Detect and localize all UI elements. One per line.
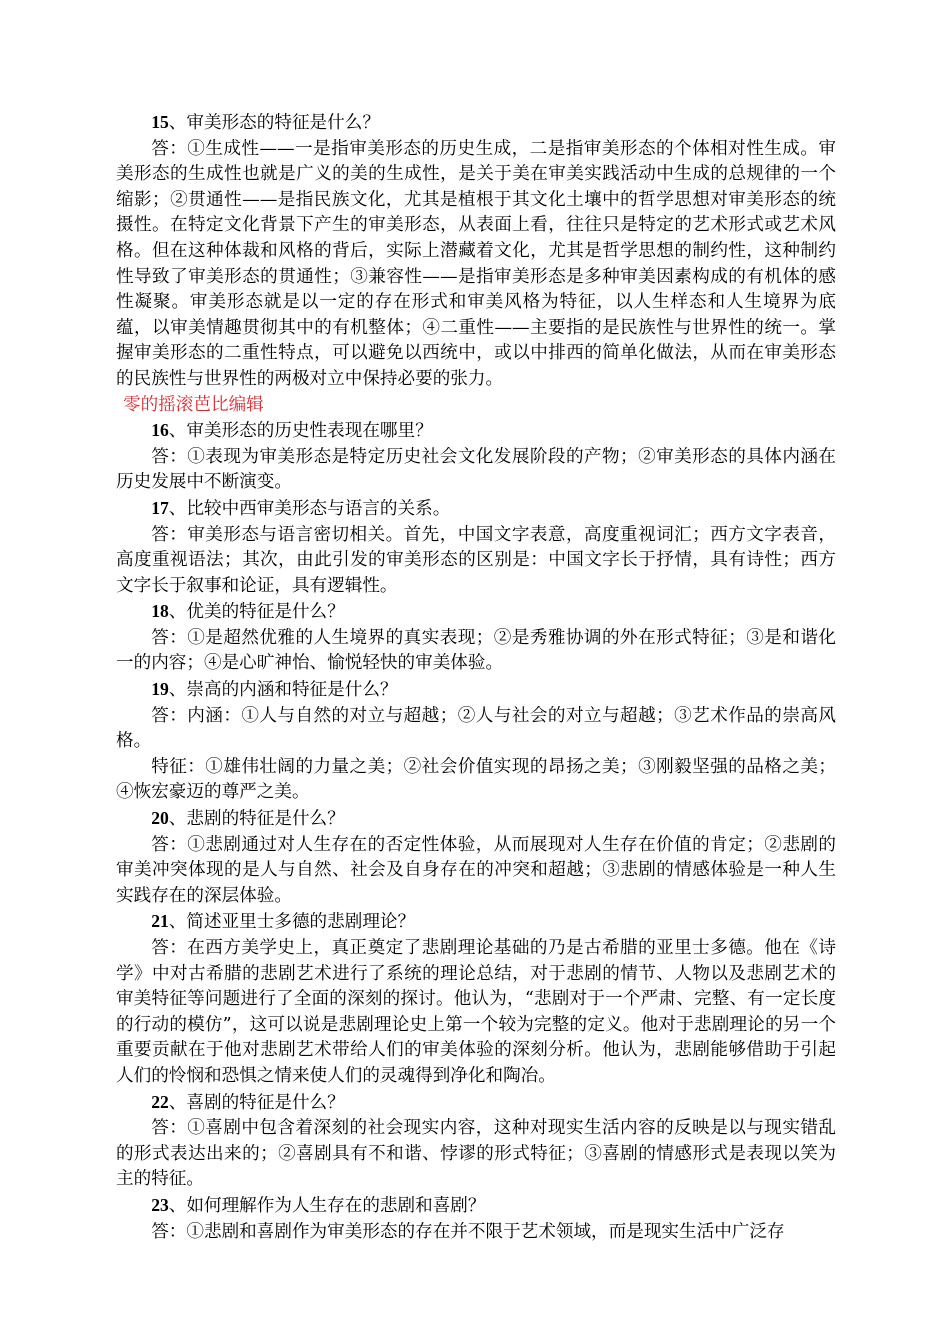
question-number: 20 <box>151 808 169 829</box>
question-text: 、如何理解作为人生存在的悲剧和喜剧？ <box>168 1195 486 1216</box>
question-20 <box>116 806 836 833</box>
question-21 <box>116 909 836 936</box>
question-number: 17 <box>151 497 169 518</box>
answer-18: 答：①是超然优雅的人生境界的真实表现；②是秀雅协调的外在形式特征；③是和谐化一的内容；④是心旷神怡、愉悦轻快的审美体验。 <box>116 627 836 674</box>
question-number: 21 <box>151 911 169 932</box>
question-number: 15 <box>151 112 169 132</box>
question-text: 、审美形态的历史性表现在哪里？ <box>168 421 433 442</box>
question-number: 22 <box>151 1091 169 1112</box>
answer-17: 答：审美形态与语言密切相关。首先，中国文字表意，高度重视词汇；西方文字表音，高度重视语法；其次，由此引发的审美形态的区别是：中国文字长于抒情，具有诗性；西方文字长于叙事和论证，具有逻辑性。 <box>116 524 836 596</box>
question-text: 、优美的特征是什么？ <box>168 602 345 623</box>
question-19 <box>116 677 836 704</box>
answer-22: 答：①喜剧中包含着深刻的社会现实内容，这种对现实生活内容的反映是以与现实错乱的形式表达出来的；②喜剧具有不和谐、悖谬的形式特征；③喜剧的情感形式是表现以笑为主的特征。 <box>116 1118 836 1190</box>
question-number: 16 <box>151 420 169 441</box>
answer-23: 答：①悲剧和喜剧作为审美形态的存在并不限于艺术领域，而是现实生活中广泛存 <box>151 1221 785 1242</box>
answer-21: 答：在西方美学史上，真正奠定了悲剧理论基础的乃是古希腊的亚里士多德。他在《诗学》中对古希腊的悲剧艺术进行了系统的理论总结，对于悲剧的情节、人物以及悲剧艺术的审美特征等问题进行了全面的深刻的探讨。他认为，“悲剧对于一个严肃、完整、有一定长度的行动的模仿”，这可以说是悲剧理论史上第一个较为完整的定义。他对于悲剧理论的另一个重要贡献在于他对悲剧艺术带给人们的审美体验的深刻分析。他认为，悲剧能够借助于引起人们的怜悯和恐惧之情来使人们的灵魂得到净化和陶冶。 <box>116 938 836 1086</box>
question-number: 23 <box>151 1194 169 1215</box>
answer-19-features: 特征：①雄伟壮阔的力量之美；②社会价值实现的昂扬之美；③刚毅坚强的品格之美；④恢宏豪迈的尊严之美。 <box>116 756 836 803</box>
question-text: 、崇高的内涵和特征是什么？ <box>168 680 398 701</box>
question-text: 、审美形态的特征是什么？ <box>168 113 380 133</box>
question-23 <box>116 1193 836 1220</box>
question-text: 、悲剧的特征是什么？ <box>168 809 345 830</box>
document-body <box>116 110 836 1245</box>
question-text: 、简述亚里士多德的悲剧理论？ <box>168 912 416 933</box>
question-text: 、比较中西审美形态与语言的关系。 <box>168 498 451 519</box>
question-15 <box>116 110 836 137</box>
question-number: 19 <box>151 679 169 700</box>
question-16 <box>116 418 836 445</box>
question-18 <box>116 599 836 626</box>
answer-15: 答：①生成性——一是指审美形态的历史生成，二是指审美形态的个体相对性生成。审美形态的生成性也就是广义的美的生成性，是关于美在审美实践活动中生成的总规律的一个缩影；②贯通性——是指民族文化，尤其是植根于其文化土壤中的哲学思想对审美形态的统摄性。在特定文化背景下产生的审美形态，从表面上看，往往只是特定的艺术形式或艺术风格。但在这种体裁和风格的背后，实际上潜藏着文化，尤其是哲学思想的制约性，这种制约性导致了审美形态的贯通性；③兼容性——是指审美形态是多种审美因素构成的有机体的感性凝聚。审美形态就是以一定的存在形式和审美风格为特征，以人生样态和人生境界为底蕴，以审美情趣贯彻其中的有机整体；④二重性——主要指的是民族性与世界性的统一。掌握审美形态的二重性特点，可以避免以西统中，或以中排西的简单化做法，从而在审美形态的民族性与世界性的两极对立中保持必要的张力。 <box>116 138 836 389</box>
editor-note: 零的摇滚芭比编辑 <box>123 394 264 415</box>
question-text: 、喜剧的特征是什么？ <box>168 1092 345 1113</box>
answer-20: 答：①悲剧通过对人生存在的否定性体验，从而展现对人生存在价值的肯定；②悲剧的审美冲突体现的是人与自然、社会及自身存在的冲突和超越；③悲剧的情感体验是一种人生实践存在的深层体验。 <box>116 834 836 906</box>
answer-16: 答：①表现为审美形态是特定历史社会文化发展阶段的产物；②审美形态的具体内涵在历史发展中不断演变。 <box>116 446 836 493</box>
question-17 <box>116 496 836 523</box>
question-number: 18 <box>151 601 169 622</box>
answer-19-connotation: 答：内涵：①人与自然的对立与超越；②人与社会的对立与超越；③艺术作品的崇高风格。 <box>116 705 836 752</box>
question-22 <box>116 1090 836 1117</box>
